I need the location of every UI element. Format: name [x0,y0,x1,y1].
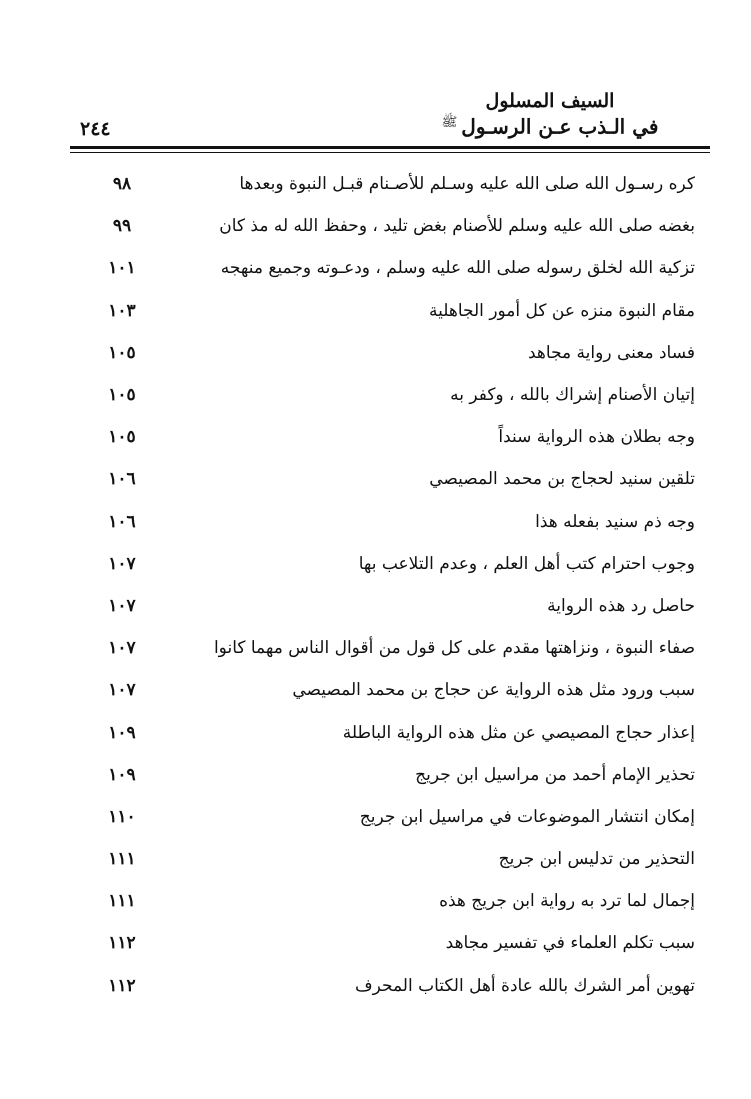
toc-entry-page: ١١٠ [108,806,136,827]
toc-row [90,290,695,332]
toc-entry-page: ١١١ [108,891,136,912]
toc-entry-title: تزكية الله لخلق رسوله صلى الله عليه وسلم ، ودعـوته وجميع منهجه [220,258,695,279]
toc-row [90,711,695,753]
toc-entry-page: ١٠٧ [108,553,136,574]
toc-row [90,754,695,796]
toc-entry-title: تحذير الإمام أحمد من مراسيل ابن جريج [415,764,695,785]
toc-entry-page: ١١١ [108,849,136,870]
page-number: ٢٤٤ [80,118,111,140]
toc-entry-title: إتيان الأصنام إشراك بالله ، وكفر به [450,385,695,406]
toc-entry-page: ١٠٥ [108,342,136,363]
toc-row [90,965,695,1007]
toc-row [90,247,695,289]
toc-entry-title: سبب تكلم العلماء في تفسير مجاهد [445,933,695,954]
toc-entry-title: سبب ورود مثل هذه الرواية عن حجاج بن محمد المصيصي [292,680,695,701]
toc-row [90,880,695,922]
toc-row [90,458,695,500]
page-header [70,86,710,146]
toc-entry-page: ١٠٣ [108,300,136,321]
toc-entry-title: تهوين أمر الشرك بالله عادة أهل الكتاب المحرف [354,975,695,996]
toc-entry-page: ٩٩ [112,216,132,237]
toc-entry-title: وجوب احترام كتب أهل العلم ، وعدم التلاعب بها [358,553,695,574]
toc-entry-title: صفاء النبوة ، ونزاهتها مقدم على كل قول من أقوال الناس مهما كانوا [213,638,695,659]
toc-entry-page: ١٠٥ [108,385,136,406]
toc-row [90,332,695,374]
toc-entry-page: ١١٢ [108,933,136,954]
toc-entry-page: ١٠٧ [108,638,136,659]
running-title-line2 [390,112,710,138]
toc-entry-title: التحذير من تدليس ابن جريج [498,849,695,870]
toc-entry-page: ٩٨ [112,174,132,195]
toc-entry-page: ١٠١ [108,258,136,279]
toc-row [90,416,695,458]
toc-entry-page: ١٠٩ [108,764,136,785]
toc-entry-title: كره رسـول الله صلى الله عليه وسـلم للأصـنام قبـل النبوة وبعدها [239,174,695,195]
running-title-line1: السيف المسلول [485,90,615,112]
toc-entry-title: إمكان انتشار الموضوعات في مراسيل ابن جريج [359,806,695,827]
salawat-symbol: ﷺ [441,115,458,130]
toc-entry-page: ١٠٦ [108,511,136,532]
toc-entry-page: ١٠٦ [108,469,136,490]
toc-entry-title: إعذار حجاج المصيصي عن مثل هذه الرواية الباطلة [342,722,695,743]
toc-row [90,163,695,205]
toc-row [90,796,695,838]
toc-entry-title: إجمال لما ترد به رواية ابن جريج هذه [439,891,695,912]
toc-row [90,205,695,247]
toc-entry-title: مقام النبوة منزه عن كل أمور الجاهلية [429,300,695,321]
toc-entry-page: ١٠٥ [108,427,136,448]
toc-entry-page: ١٠٧ [108,680,136,701]
toc-entry-title: وجه ذم سنيد بفعله هذا [535,511,695,532]
toc-entry-page: ١٠٧ [108,595,136,616]
toc-row [90,501,695,543]
header-rule-thick [70,146,710,149]
toc-entry-title: فساد معنى رواية مجاهد [528,342,695,363]
toc-entry-title: تلقين سنيد لحجاج بن محمد المصيصي [429,469,695,490]
table-of-contents [90,163,695,1007]
toc-row [90,627,695,669]
toc-row [90,585,695,627]
toc-row [90,922,695,964]
running-title-line2-text: في الـذب عـن الرسـول [461,114,659,139]
toc-row [90,838,695,880]
toc-entry-title: حاصل رد هذه الرواية [547,595,695,616]
header-rule-thin [70,152,710,153]
toc-entry-title: وجه بطلان هذه الرواية سنداً [498,427,695,448]
toc-entry-title: بغضه صلى الله عليه وسلم للأصنام بغض تليد ، وحفظ الله له مذ كان [219,216,695,237]
running-title [390,90,710,138]
toc-row [90,374,695,416]
toc-row [90,543,695,585]
toc-row [90,669,695,711]
toc-entry-page: ١٠٩ [108,722,136,743]
toc-entry-page: ١١٢ [108,975,136,996]
